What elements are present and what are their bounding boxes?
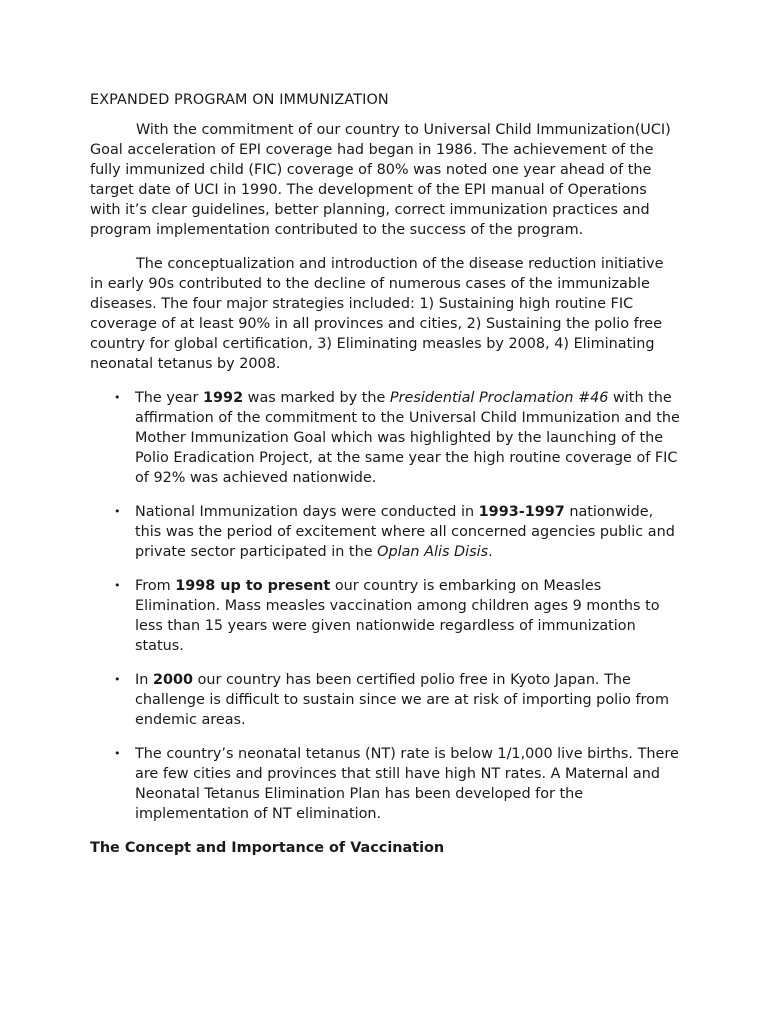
highlight-year: 1998 up to present [175,578,331,594]
list-item: • From 1998 up to present our country is embarking on Measles Elimination. Mass measles vaccination among children ages 9 months to less than 15 years were given nationwide regardless of immunization status. [114,578,660,654]
bullet-icon: • [114,505,121,518]
section-heading: The Concept and Importance of Vaccination [90,840,445,856]
strategy-paragraph: The conceptualization and introduction of the disease reduction initiative in early 90s contributed to the decline of numerous cases of the immunizable diseases. The four major strategies included: 1) Sustaining high routine FIC coverage of at least 90% in all provinces and cities, 2) Sustaining the polio free country for global certification, 3) Eliminating measles by 2008, 4) Eliminating neonatal tetanus by 2008. [90,256,664,372]
highlight-year: 1992 [203,390,244,406]
highlight-year: 1993-1997 [478,504,565,520]
list-item: • National Immunization days were conducted in 1993-1997 nationwide, this was the period of excitement where all concerned agencies public and private sector participated in the Oplan Alis Disis. [114,504,675,560]
proclamation-title: Presidential Proclamation #46 [389,390,609,406]
document-page [90,90,680,858]
bullet-icon: • [114,747,121,760]
highlight-year: 2000 [152,672,194,688]
list-item: • In 2000 our country has been certified polio free in Kyoto Japan. The challenge is difficult to sustain since we are at risk of importing polio from endemic areas. [114,672,669,728]
list-item: • The country’s neonatal tetanus (NT) rate is below 1/1,000 live births. There are few cities and provinces that still have high NT rates. A Maternal and Neonatal Tetanus Elimination Plan has been developed for the implementation of NT elimination. [114,746,679,822]
bullet-icon: • [114,579,121,592]
document-title: EXPANDED PROGRAM ON IMMUNIZATION [90,92,389,108]
milestone-list [90,388,680,824]
bullet-icon: • [114,391,121,404]
campaign-name: Oplan Alis Disis [377,544,489,560]
list-item: • The year 1992 was marked by the Presidential Proclamation #46 with the affirmation of the commitment to the Universal Child Immunization and the Mother Immunization Goal which was highlighted by the launching of the Polio Eradication Project, at the same year the high routine coverage of FIC of 92% was achieved nationwide. [114,390,680,486]
bullet-icon: • [114,673,121,686]
intro-paragraph: With the commitment of our country to Universal Child Immunization(UCI) Goal acceleration of EPI coverage had began in 1986. The achievement of the fully immunized child (FIC) coverage of 80% was noted one year ahead of the target date of UCI in 1990. The development of the EPI manual of Operations with it’s clear guidelines, better planning, correct immunization practices and program implementation contributed to the success of the program. [90,122,671,238]
